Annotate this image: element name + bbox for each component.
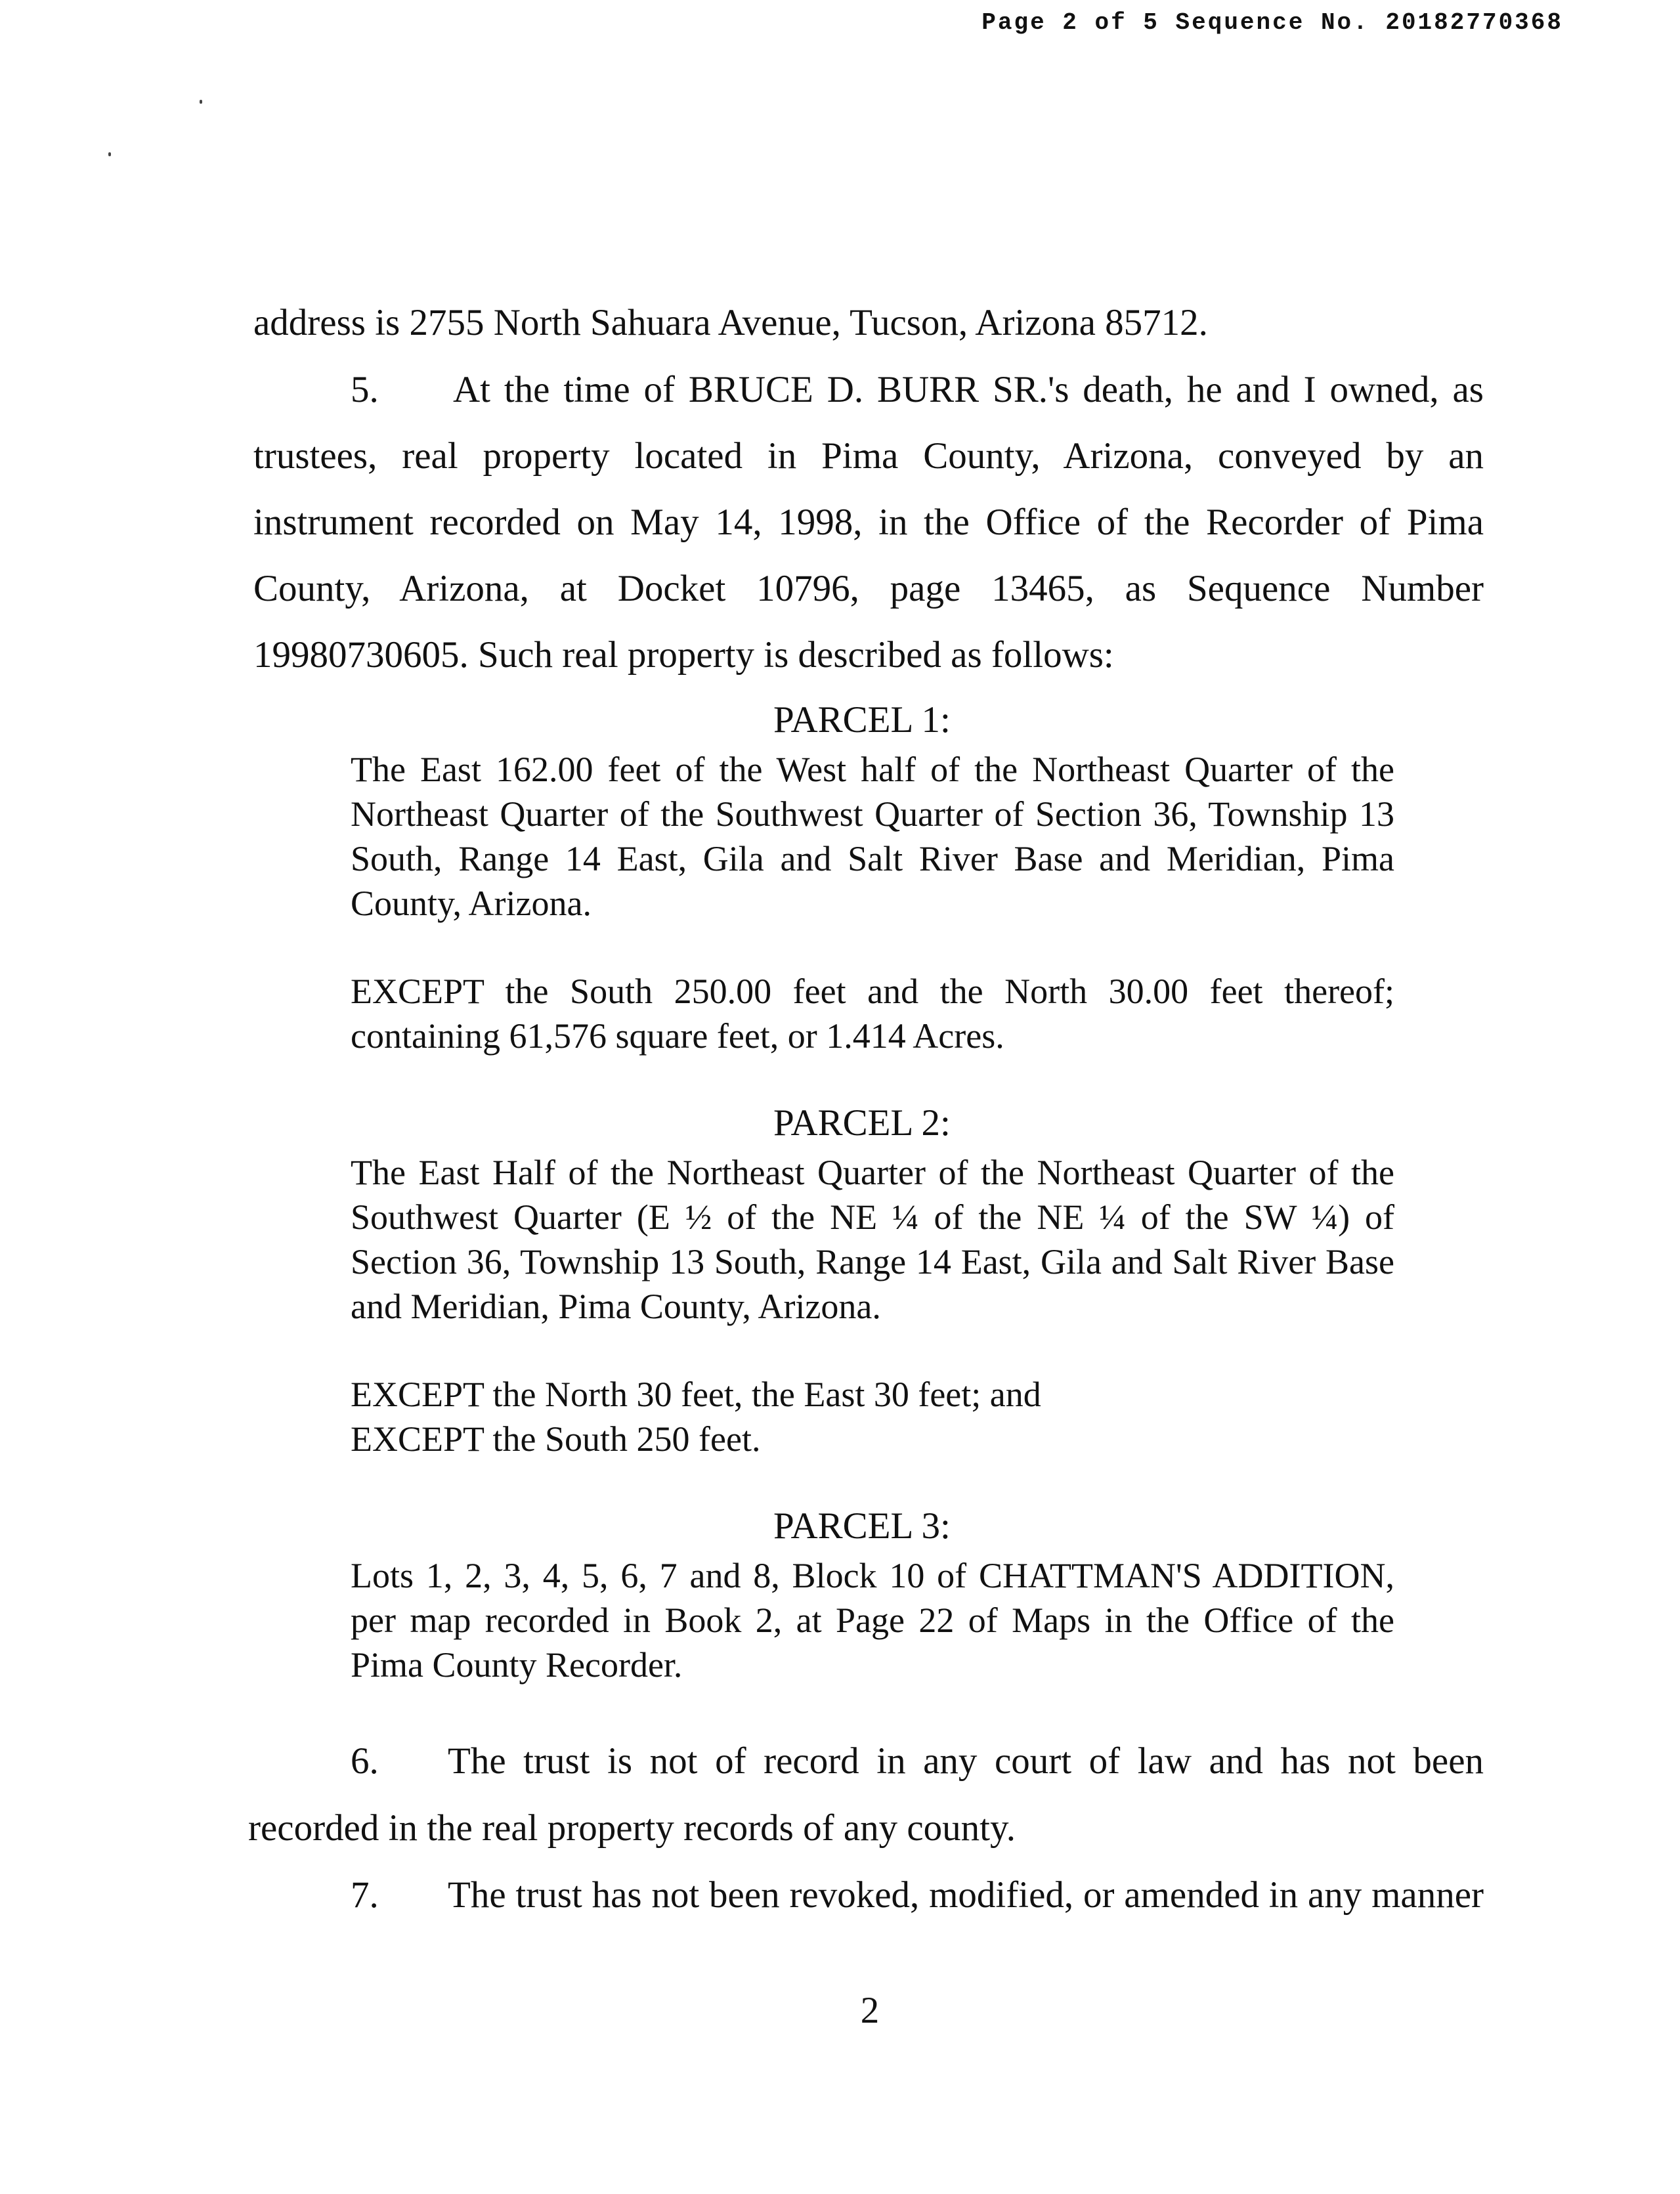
parcel-2-exception-2: EXCEPT the South 250 feet. xyxy=(351,1419,761,1459)
paragraph-5-line-5: 19980730605. Such real property is described as follows: xyxy=(253,634,1114,676)
parcel-1-text: The East 162.00 feet of the West half of the Northeast Quarter of the Northeast Quarter of the Southwest Quarter of Section 36, Township 13 South, Range 14 East, Gila and Salt River Base and Meridian, Pima County, Arizona. xyxy=(351,750,1394,923)
page-sequence-header: Page 2 of 5 Sequence No. 20182770368 xyxy=(981,9,1563,36)
paragraph-5-line-4: County, Arizona, at Docket 10796, page 13465, as Sequence Number xyxy=(253,568,1484,609)
parcel-2-exception-1: EXCEPT the North 30 feet, the East 30 feet; and xyxy=(351,1375,1041,1414)
paragraph-6-line-1: The trust is not of record in any court of law and has not been xyxy=(448,1740,1484,1782)
parcel-2-text: The East Half of the Northeast Quarter of the Northeast Quarter of the Southwest Quarter (E ½ of the NE ¼ of the NE ¼ of the SW ¼) of Section 36, Township 13 South, Range 14 East, Gila and Salt River Base and Meridian, Pima County, Arizona. xyxy=(351,1153,1394,1326)
parcel-1-exception: EXCEPT the South 250.00 feet and the North 30.00 feet thereof; containing 61,576 square feet, or 1.414 Acres. xyxy=(351,972,1394,1056)
parcel-2-heading: PARCEL 2: xyxy=(773,1102,951,1144)
parcel-3-description xyxy=(351,1553,1394,1687)
paragraph-5-line-1: At the time of BRUCE D. BURR SR.'s death, he and I owned, as xyxy=(453,369,1484,410)
paragraph-7-line-1: The trust has not been revoked, modified, or amended in any manner xyxy=(448,1874,1484,1916)
scan-speck xyxy=(200,100,202,104)
parcel-1-description xyxy=(351,747,1394,1058)
paragraph-5-line-3: instrument recorded on May 14, 1998, in the Office of the Recorder of Pima xyxy=(253,502,1484,543)
address-line: address is 2755 North Sahuara Avenue, Tucson, Arizona 85712. xyxy=(253,302,1208,343)
parcel-3-text: Lots 1, 2, 3, 4, 5, 6, 7 and 8, Block 10 of CHATTMAN'S ADDITION, per map recorded in Book 2, at Page 22 of Maps in the Office of the Pima County Recorder. xyxy=(351,1556,1394,1685)
paragraph-6-number: 6. xyxy=(351,1740,379,1782)
paragraph-5-line-2: trustees, real property located in Pima County, Arizona, conveyed by an xyxy=(253,435,1484,477)
parcel-3-heading: PARCEL 3: xyxy=(773,1505,951,1547)
parcel-2-description xyxy=(351,1150,1394,1461)
paragraph-7-number: 7. xyxy=(351,1874,379,1916)
paragraph-5-number: 5. xyxy=(351,369,379,410)
page-number: 2 xyxy=(860,1990,880,2031)
paragraph-6-line-2: recorded in the real property records of any county. xyxy=(248,1807,1016,1849)
scan-speck xyxy=(108,152,111,156)
parcel-1-heading: PARCEL 1: xyxy=(773,699,951,741)
